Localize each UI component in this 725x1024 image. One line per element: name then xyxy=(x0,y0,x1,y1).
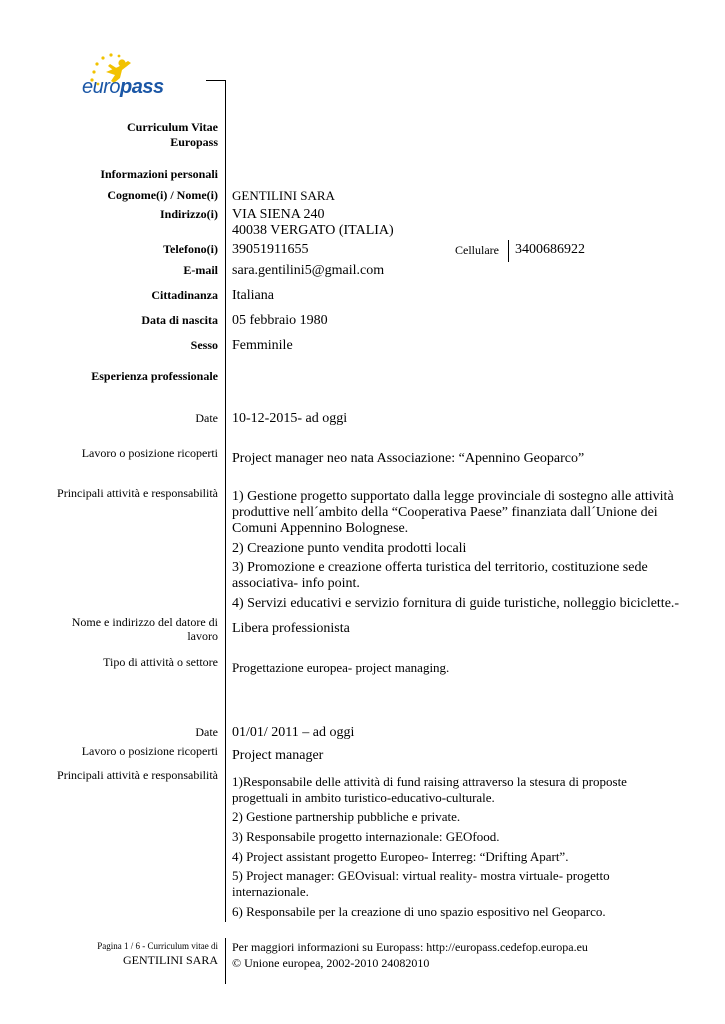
address-label: Indirizzo(i) xyxy=(160,207,218,221)
job1-sector-value: Progettazione europea- project managing. xyxy=(232,660,450,675)
cv-title-line2: Europass xyxy=(170,135,218,149)
mobile-label: Cellulare xyxy=(455,243,499,257)
job1-role-value: Project manager neo nata Associazione: “Apennino Geoparco” xyxy=(232,451,585,466)
footer-info-line2: © Unione europea, 2002-2010 24082010 xyxy=(232,956,430,970)
job2-activity-1-line1: 1)Responsabile delle attività di fund raising attraverso la stesura di proposte xyxy=(232,774,627,789)
logo-word-euro: euro xyxy=(82,76,121,98)
job2-role-value: Project manager xyxy=(232,748,324,763)
job1-employer-value: Libera professionista xyxy=(232,621,350,636)
birth-value: 05 febbraio 1980 xyxy=(232,313,328,328)
job1-employer-label-line1: Nome e indirizzo del datore di xyxy=(71,615,218,629)
job2-date-label: Date xyxy=(195,725,218,739)
citizenship-label: Cittadinanza xyxy=(151,288,218,302)
job2-date-value: 01/01/ 2011 – ad oggi xyxy=(232,725,355,740)
job1-activity-3-line1: 3) Promozione e creazione offerta turistica del territorio, costituzione sede xyxy=(232,560,648,575)
section-personal-info: Informazioni personali xyxy=(100,167,218,181)
job2-activity-2: 2) Gestione partnership pubbliche e private. xyxy=(232,809,461,824)
job1-date-label: Date xyxy=(195,411,218,425)
job2-activity-1-line2: progettuali in ambito turistico-educativo-culturale. xyxy=(232,790,495,805)
cv-title-line1: Curriculum Vitae xyxy=(127,120,218,134)
birth-label: Data di nascita xyxy=(141,313,218,327)
job1-activity-2: 2) Creazione punto vendita prodotti locali xyxy=(232,541,467,556)
address-line2: 40038 VERGATO (ITALIA) xyxy=(232,223,394,238)
job1-employer-label-line2: lavoro xyxy=(187,629,218,643)
job2-activity-5-line2: internazionale. xyxy=(232,884,309,899)
job2-activities-label: Principali attività e responsabilità xyxy=(57,768,218,782)
job2-role-label: Lavoro o posizione ricoperti xyxy=(81,744,218,758)
footer-info-line1: Per maggiori informazioni su Europass: http://europass.cedefop.europa.eu xyxy=(232,940,588,954)
citizenship-value: Italiana xyxy=(232,288,274,303)
job2-activity-6: 6) Responsabile per la creazione di uno spazio espositivo nel Geoparco. xyxy=(232,904,606,919)
job1-role-label: Lavoro o posizione ricoperti xyxy=(81,446,218,460)
email-label: E-mail xyxy=(183,263,218,277)
job1-activity-1-line3: Comuni Appennino Bolognese. xyxy=(232,521,409,536)
email-value[interactable]: sara.gentilini5@gmail.com xyxy=(232,263,385,278)
europass-logo xyxy=(78,50,178,102)
phone-value: 39051911655 xyxy=(232,242,309,257)
section-experience: Esperienza professionale xyxy=(91,369,218,383)
column-divider-top xyxy=(225,80,226,922)
job1-activities-label: Principali attività e responsabilità xyxy=(57,486,218,500)
job1-activity-4: 4) Servizi educativi e servizio fornitura di guide turistiche, nolleggio biciclette.- xyxy=(232,596,680,611)
mobile-divider xyxy=(508,240,509,262)
job1-date-value: 10-12-2015- ad oggi xyxy=(232,411,348,426)
job2-activity-3: 3) Responsabile progetto internazionale: GEOfood. xyxy=(232,829,500,844)
header-bracket xyxy=(206,80,226,81)
job1-sector-label: Tipo di attività o settore xyxy=(103,655,218,669)
sex-label: Sesso xyxy=(190,338,218,352)
phone-label: Telefono(i) xyxy=(163,242,218,256)
footer-cv-owner: GENTILINI SARA xyxy=(123,953,218,967)
job2-activity-4: 4) Project assistant progetto Europeo- Interreg: “Drifting Apart”. xyxy=(232,849,569,864)
column-divider-footer xyxy=(225,938,226,984)
address-line1: VIA SIENA 240 xyxy=(232,207,325,222)
logo-word-pass: pass xyxy=(120,76,164,98)
footer-page-info: Pagina 1 / 6 - Curriculum vitae di xyxy=(97,941,218,951)
job2-activity-5-line1: 5) Project manager: GEOvisual: virtual reality- mostra virtuale- progetto xyxy=(232,868,610,883)
name-label: Cognome(i) / Nome(i) xyxy=(107,188,218,202)
job1-activity-1-line1: 1) Gestione progetto supportato dalla legge provinciale di sostegno alle attività xyxy=(232,489,674,504)
name-value: GENTILINI SARA xyxy=(232,188,335,203)
mobile-value: 3400686922 xyxy=(515,242,585,257)
sex-value: Femminile xyxy=(232,338,293,353)
job1-activity-1-line2: produttive nell´ambito della “Cooperativa Paese” finanziata dall´Unione dei xyxy=(232,505,658,520)
job1-activity-3-line2: associativa- info point. xyxy=(232,576,360,591)
